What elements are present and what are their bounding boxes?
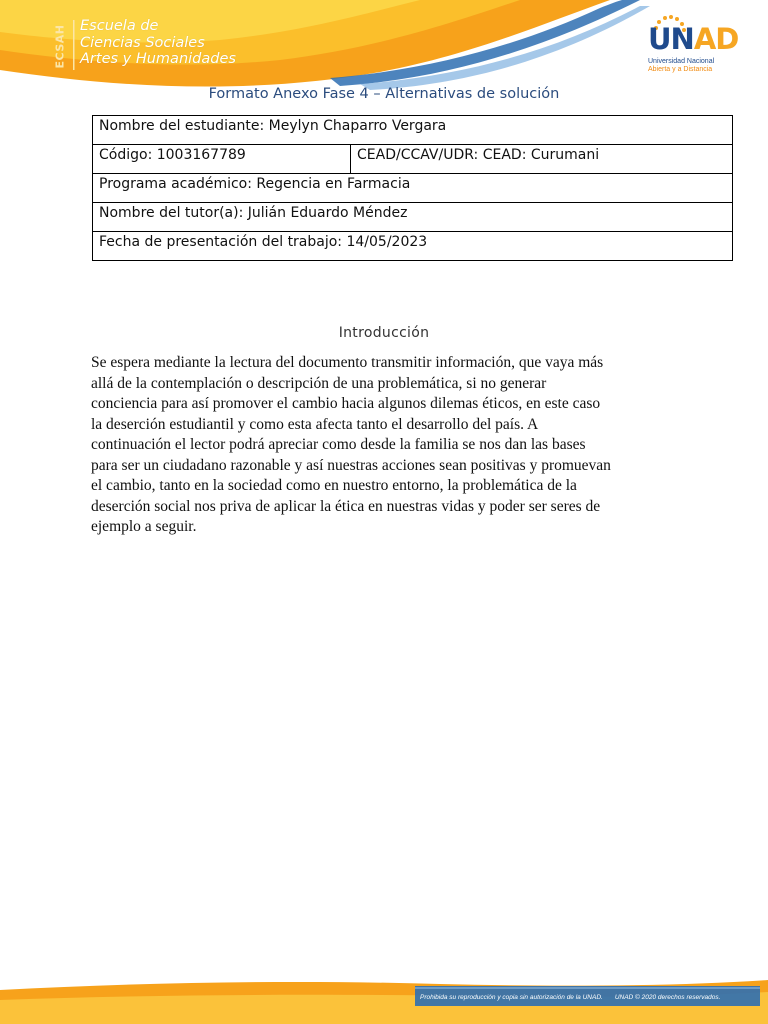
- footer-reproduction-notice: Prohibida su reproducción y copia sin autorización de la UNAD.: [420, 994, 603, 1001]
- school-name: [80, 18, 236, 68]
- unad-logo: [648, 24, 738, 54]
- paragraph-line: allá de la contemplación o descripción de una problemática, si no generar: [91, 374, 547, 392]
- paragraph-line: Se espera mediante la lectura del documento transmitir información, que vaya más: [91, 354, 604, 371]
- table-row: [93, 203, 733, 232]
- student-info-table: [92, 115, 733, 261]
- school-abbreviation: ECSAH: [53, 24, 67, 68]
- paragraph-line: para ser un ciudadano razonable y así nuestras acciones sean positivas y promuevan: [91, 456, 611, 474]
- table-row: [93, 174, 733, 203]
- cead-cell: CEAD/CCAV/UDR: CEAD: Curumani: [351, 145, 733, 174]
- tutor-cell: Nombre del tutor(a): Julián Eduardo Méndez: [93, 203, 733, 232]
- school-name-line: Escuela de: [80, 18, 159, 34]
- school-logo-divider: [72, 20, 76, 70]
- paragraph-line: deserción social nos priva de aplicar la ética en nuestras vidas y poder ser seres de: [91, 497, 601, 515]
- document-title: Formato Anexo Fase 4 – Alternativas de solución: [208, 86, 560, 102]
- program-cell: Programa académico: Regencia en Farmacia: [93, 174, 733, 203]
- introduction-heading: Introducción: [338, 325, 430, 341]
- paragraph-line: continuación el lector podrá apreciar como desde la familia se nos dan las bases: [91, 436, 586, 453]
- paragraph-line: conciencia para así promover el cambio hacia algunos dilemas éticos, en este caso: [91, 395, 601, 412]
- student-name-cell: Nombre del estudiante: Meylyn Chaparro Vergara: [93, 116, 733, 145]
- table-row: [93, 232, 733, 261]
- unad-logo-subtitle: [648, 58, 738, 74]
- paragraph-line: la deserción estudiantil y como esta afecta tanto el desarrollo del país. A: [91, 415, 539, 433]
- table-row: [93, 145, 733, 174]
- paragraph-line: el cambio, tanto en la sociedad como en nuestro entorno, la problemática de la: [91, 477, 577, 494]
- footer-banner: [0, 960, 768, 1024]
- school-logo-mark: [49, 22, 71, 70]
- school-name-line: Ciencias Sociales: [80, 34, 205, 51]
- student-code-cell: Código: 1003167789: [93, 145, 351, 174]
- school-name-line: Artes y Humanidades: [80, 51, 236, 67]
- introduction-paragraph: [91, 353, 691, 538]
- table-row: [93, 116, 733, 145]
- footer-copyright: UNAD © 2020 derechos reservados.: [614, 994, 721, 1001]
- unad-logo-un: UN: [648, 22, 694, 56]
- submission-date-cell: Fecha de presentación del trabajo: 14/05/2023: [93, 232, 733, 261]
- paragraph-line: ejemplo a seguir.: [91, 518, 197, 535]
- unad-logo-line: Universidad Nacional: [648, 58, 715, 65]
- footer-notice: [420, 994, 760, 1001]
- unad-logo-line: Abierta y a Distancia: [648, 66, 713, 73]
- unad-logo-ad: AD: [693, 22, 739, 56]
